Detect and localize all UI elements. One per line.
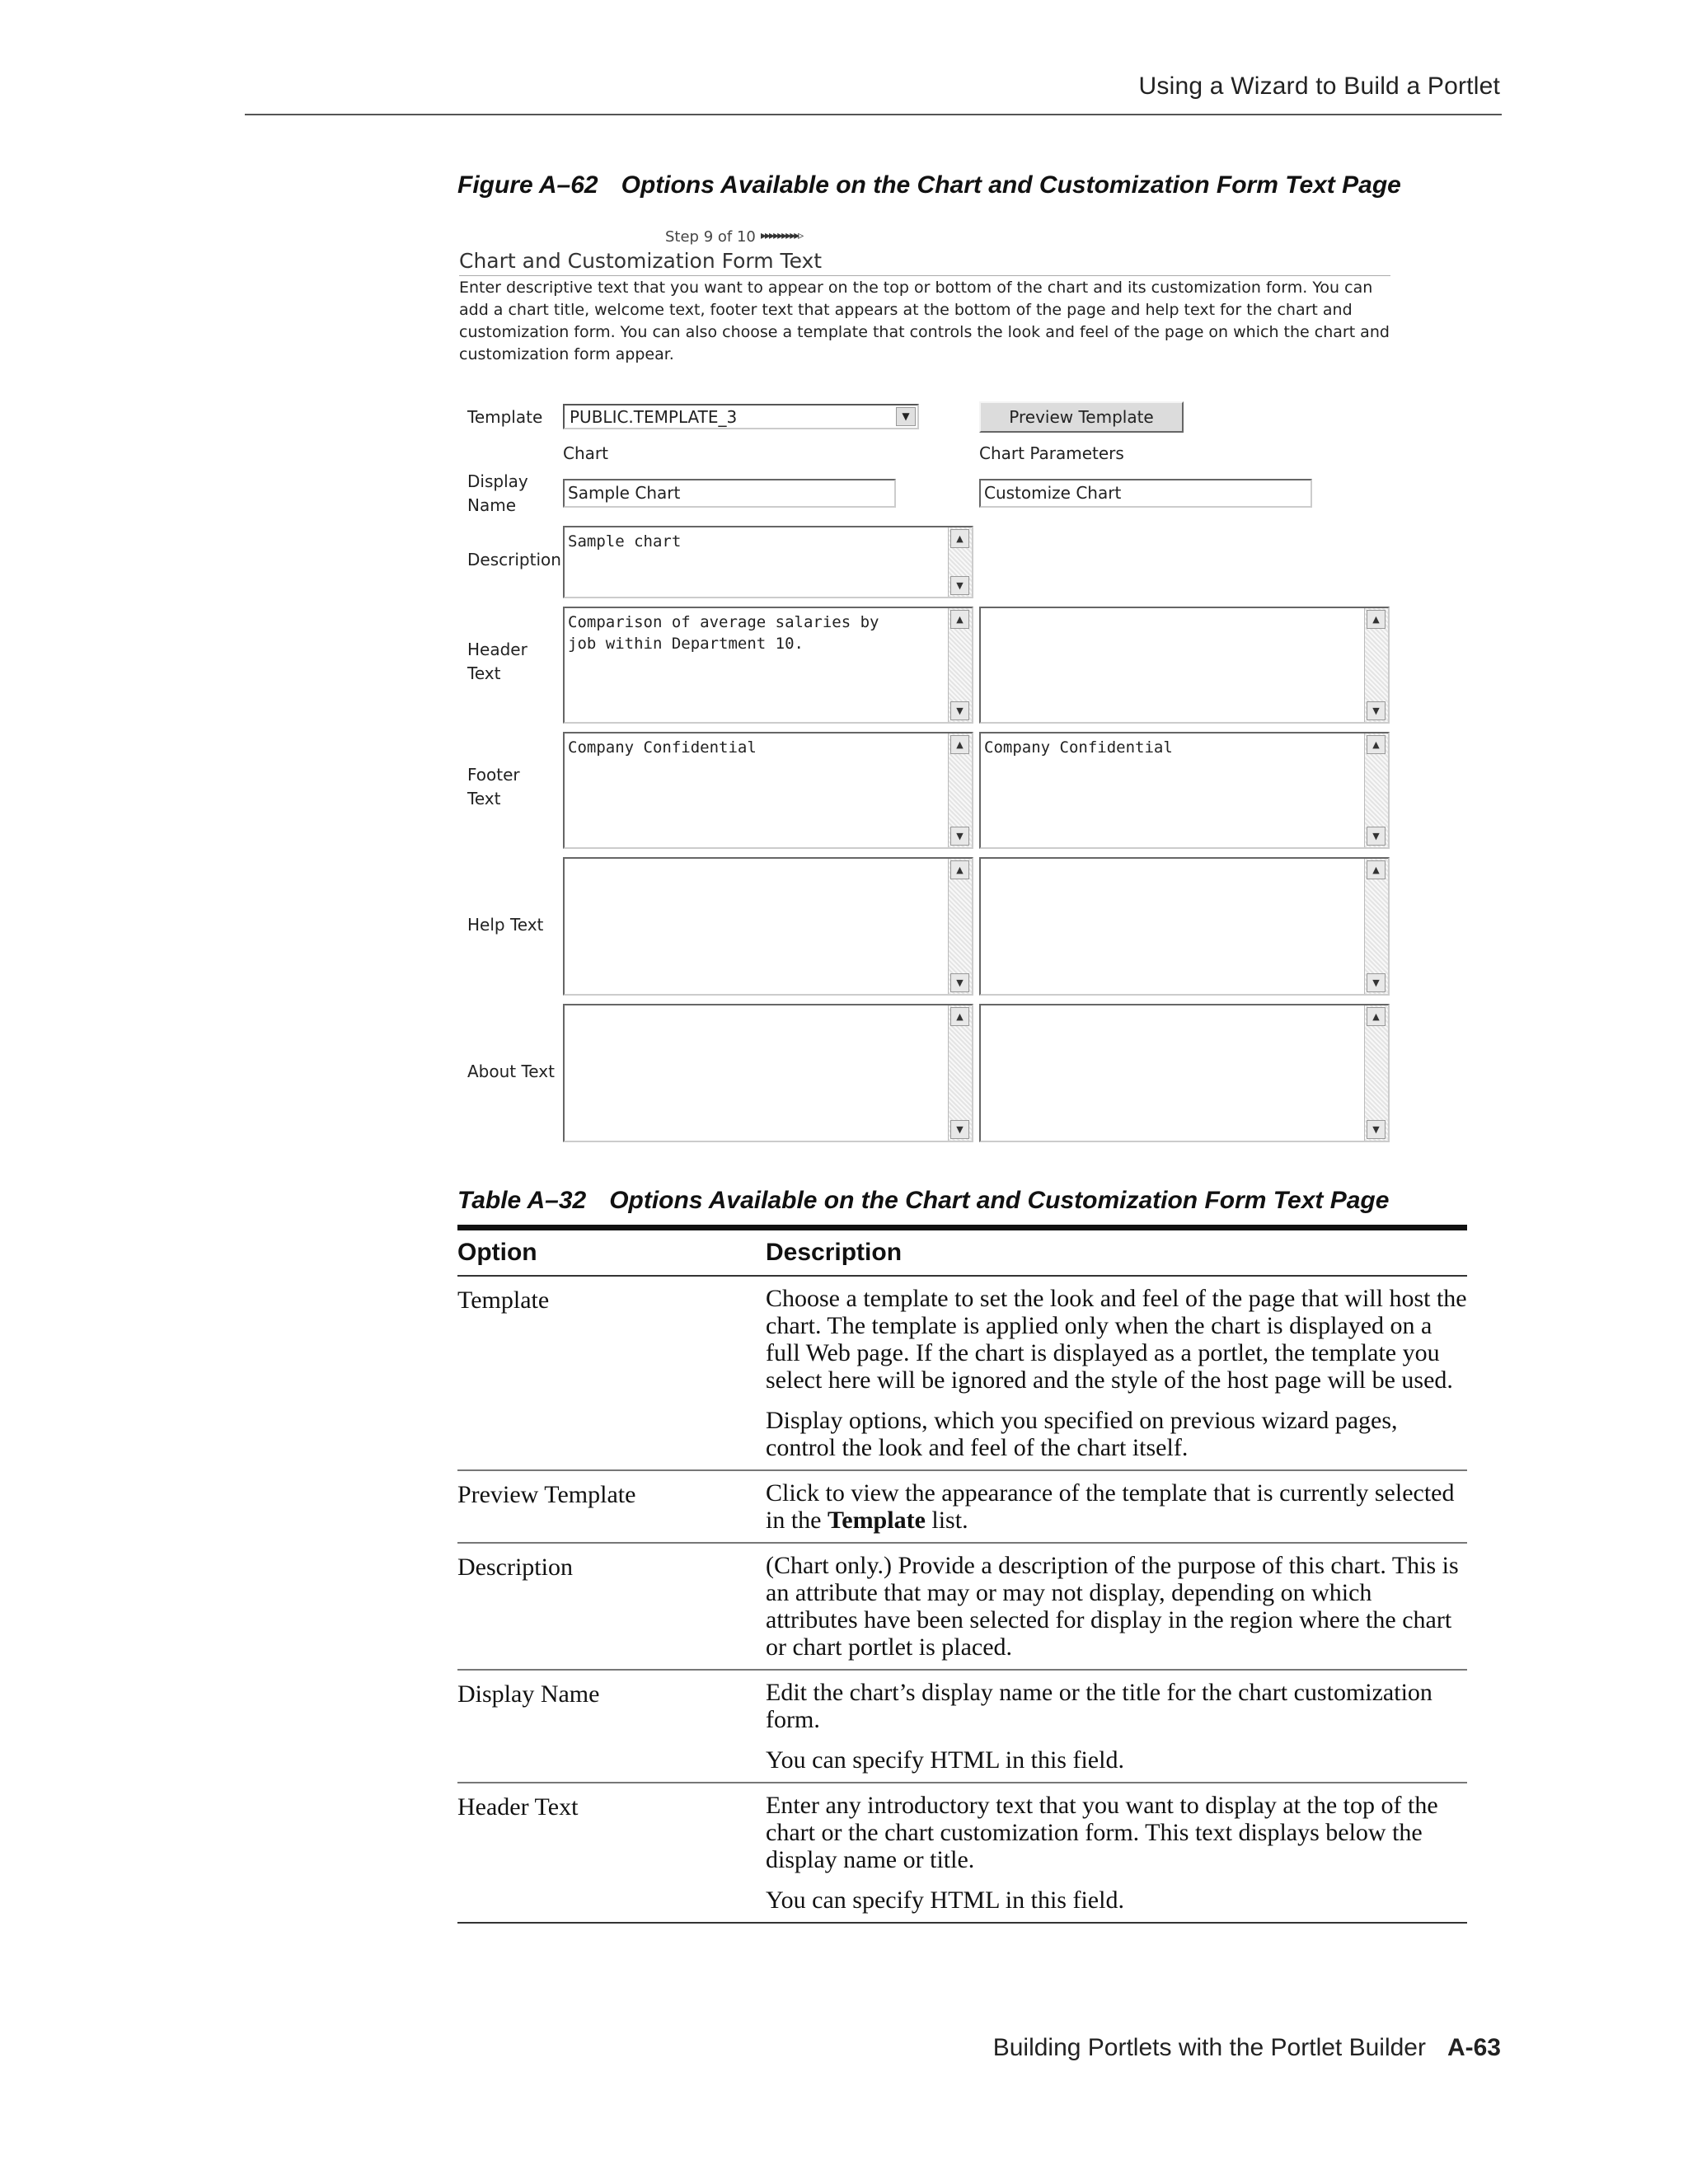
description-cell: [766, 1285, 1467, 1461]
template-select[interactable]: [563, 404, 919, 429]
wizard-screenshot: [457, 223, 1394, 1154]
table-row: [457, 1471, 1467, 1544]
scrollbar[interactable]: [1364, 733, 1388, 847]
table-row: [457, 1544, 1467, 1671]
column-header-option: Option: [457, 1239, 537, 1266]
scroll-up-icon[interactable]: ▲: [1367, 610, 1386, 629]
wizard-page-title: Chart and Customization Form Text: [459, 249, 823, 273]
scroll-down-icon[interactable]: ▼: [1367, 701, 1386, 720]
table-caption: [457, 1187, 1389, 1215]
options-table: [457, 1225, 1467, 1924]
column-header-chart-parameters: Chart Parameters: [979, 443, 1124, 463]
page-number: A-63: [1447, 2034, 1501, 2061]
scroll-down-icon[interactable]: ▼: [950, 973, 969, 992]
table-title: Options Available on the Chart and Customization Form Text Page: [609, 1187, 1390, 1214]
option-cell: Preview Template: [457, 1481, 636, 1508]
display-name-label: [467, 470, 528, 518]
scroll-down-icon[interactable]: ▼: [1367, 1120, 1386, 1139]
description-cell: [766, 1679, 1467, 1774]
scrollbar[interactable]: [1364, 1005, 1388, 1141]
template-select-value: PUBLIC.TEMPLATE_3: [570, 407, 738, 427]
footer-text-label-line2: Text: [467, 789, 501, 808]
scroll-up-icon[interactable]: ▲: [950, 529, 969, 548]
scroll-down-icon[interactable]: ▼: [950, 1120, 969, 1139]
column-header-description: Description: [766, 1239, 903, 1266]
running-head: Using a Wizard to Build a Portlet: [1138, 73, 1500, 100]
scroll-down-icon[interactable]: ▼: [950, 827, 969, 846]
description-cell: [766, 1552, 1467, 1661]
description-text: list.: [925, 1507, 968, 1534]
description-chart-value: Sample chart: [568, 532, 682, 551]
wizard-intro-text: Enter descriptive text that you want to appear on the top or bottom of the chart and its customization form. You can add a chart title, welcome text, footer text that appears at the bottom of the page and help text for the chart and customization form. You can also choose a template that controls the look and feel of the page on which the chart and customization form appear.: [459, 279, 1390, 363]
scroll-up-icon[interactable]: ▲: [950, 860, 969, 879]
description-label: Description: [467, 550, 561, 569]
header-text-label-line2: Text: [467, 663, 501, 683]
help-text-label: Help Text: [467, 915, 544, 935]
footer-text-chart-value: Company Confidential: [568, 738, 757, 757]
header-text-label: [467, 638, 528, 686]
option-cell: Template: [457, 1286, 550, 1314]
column-header-chart: Chart: [563, 443, 608, 463]
description-text: Click to view the appearance of the template that is currently selected in the: [766, 1479, 1455, 1534]
display-name-label-line2: Name: [467, 495, 517, 515]
help-text-chart-textarea[interactable]: [563, 857, 973, 996]
help-text-params-textarea[interactable]: [979, 857, 1390, 996]
header-text-label-line1: Header: [467, 640, 528, 659]
table-header: [457, 1230, 1467, 1277]
scrollbar[interactable]: [948, 527, 972, 597]
display-name-params-input[interactable]: Customize Chart: [979, 479, 1312, 508]
footer-text-label-line1: Footer: [467, 765, 520, 785]
scrollbar[interactable]: [948, 859, 972, 994]
option-cell: Description: [457, 1554, 573, 1581]
about-text-params-textarea[interactable]: [979, 1004, 1390, 1142]
description-cell: [766, 1792, 1467, 1914]
header-rule: [245, 114, 1502, 115]
footer-text-label: [467, 763, 520, 811]
header-text-chart-value: Comparison of average salaries by job within Department 10.: [568, 613, 879, 653]
scroll-down-icon[interactable]: ▼: [950, 576, 969, 595]
preview-template-button[interactable]: Preview Template: [979, 401, 1184, 433]
table-top-rule: [457, 1225, 1467, 1230]
footer-text-params-value: Company Confidential: [984, 738, 1173, 757]
scrollbar[interactable]: [1364, 608, 1388, 722]
scroll-down-icon[interactable]: ▼: [1367, 827, 1386, 846]
scrollbar[interactable]: [948, 733, 972, 847]
footer-text-chart-textarea[interactable]: [563, 732, 973, 849]
step-indicator-text: Step 9 of 10: [665, 228, 756, 246]
description-bold-term: Template: [828, 1507, 926, 1534]
option-cell: Display Name: [457, 1680, 600, 1708]
figure-caption: [457, 171, 1401, 199]
scroll-up-icon[interactable]: ▲: [950, 1007, 969, 1026]
scrollbar[interactable]: [1364, 859, 1388, 994]
display-name-label-line1: Display: [467, 471, 528, 491]
chevron-down-icon[interactable]: ▼: [896, 407, 916, 426]
scroll-up-icon[interactable]: ▲: [1367, 1007, 1386, 1026]
figure-title: Options Available on the Chart and Customization Form Text Page: [621, 171, 1401, 199]
footer-text-params-textarea[interactable]: [979, 732, 1390, 849]
table-number: Table A–32: [457, 1187, 587, 1214]
description-cell: [766, 1479, 1467, 1534]
scroll-up-icon[interactable]: ▲: [950, 735, 969, 754]
header-text-chart-textarea[interactable]: [563, 607, 973, 724]
scrollbar[interactable]: [948, 1005, 972, 1141]
description-chart-textarea[interactable]: [563, 526, 973, 598]
scroll-up-icon[interactable]: ▲: [950, 610, 969, 629]
description-paragraph: Enter any introductory text that you want to display at the top of the chart or the chart customization form. This text displays below the display name or title.: [766, 1792, 1438, 1873]
scroll-up-icon[interactable]: ▲: [1367, 860, 1386, 879]
description-paragraph: Display options, which you specified on previous wizard pages, control the look and feel of the chart itself.: [766, 1407, 1398, 1461]
description-paragraph: You can specify HTML in this field.: [766, 1886, 1124, 1914]
about-text-label: About Text: [467, 1062, 555, 1081]
figure-number: Figure A–62: [457, 171, 598, 199]
display-name-chart-input[interactable]: Sample Chart: [563, 479, 896, 508]
scroll-up-icon[interactable]: ▲: [1367, 735, 1386, 754]
table-row: [457, 1277, 1467, 1471]
description-paragraph: Edit the chart’s display name or the title for the chart customization form.: [766, 1679, 1432, 1733]
template-label: Template: [467, 407, 543, 427]
page-footer: [993, 2034, 1501, 2062]
title-divider: [459, 275, 1390, 276]
table-row: [457, 1783, 1467, 1924]
description-paragraph: [766, 1479, 1467, 1534]
header-text-params-textarea[interactable]: [979, 607, 1390, 724]
description-paragraph: You can specify HTML in this field.: [766, 1746, 1124, 1774]
footer-text: Building Portlets with the Portlet Builder: [992, 2034, 1426, 2061]
about-text-chart-textarea[interactable]: [563, 1004, 973, 1142]
step-progress-arrows: ▸▸▸▸▸▸▸▸▸▹: [761, 229, 803, 242]
scroll-down-icon[interactable]: ▼: [950, 701, 969, 720]
scrollbar[interactable]: [948, 608, 972, 722]
description-paragraph: Choose a template to set the look and feel of the page that will host the chart. The template is applied only when the chart is displayed on a full Web page. If the chart is displayed as a portlet, the template you select here will be ignored and the style of the host page will be used.: [766, 1285, 1467, 1394]
scroll-down-icon[interactable]: ▼: [1367, 973, 1386, 992]
table-row: [457, 1671, 1467, 1783]
option-cell: Header Text: [457, 1793, 579, 1821]
description-paragraph: (Chart only.) Provide a description of the purpose of this chart. This is an attribute that may or may not display, depending on which attributes have been selected for display in the region where the chart or chart portlet is placed.: [766, 1552, 1459, 1661]
